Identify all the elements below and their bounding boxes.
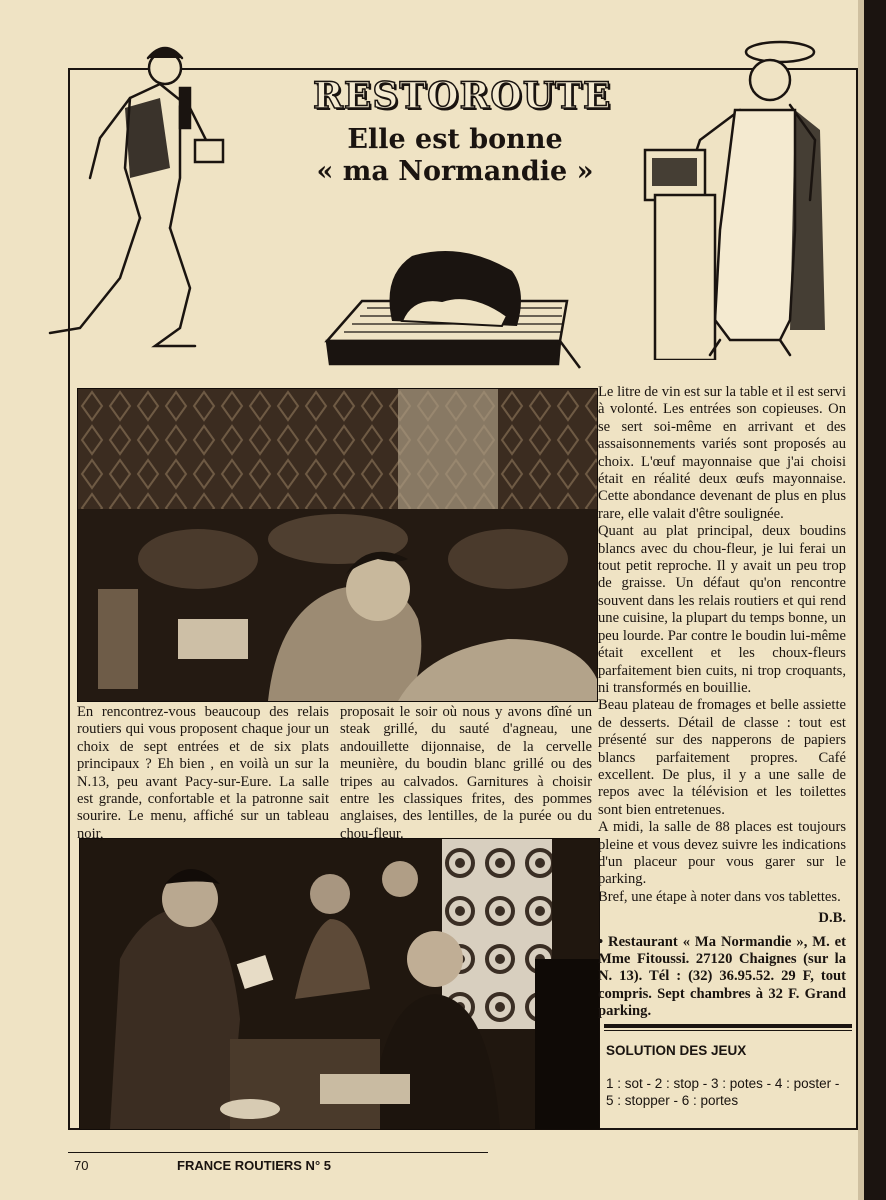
restaurant-address: • Restaurant « Ma Normandie », M. et Mme Fitoussi. 27120 Chaignes (sur la N. 13). Tél : (32) 36.95.52. 29 F, tout compris. Sept chambres à 32 F. Grand parking. [598,933,846,1020]
author-signature: D.B. [818,910,846,927]
paragraph-main-course: Quant au plat principal, deux boudins blancs avec du chou-fleur, je lui ferai un tout petit reproche. Il y avait un peu trop de graisse. Un défaut qu'on rencontre souvent dans les relais routiers et qui rend une cuisine, la plupart du temps bonne, un peu lourde. Par contre le boudin lui-même était excellent et les choux-fleurs parfaitement bien cuits, ni trop croquants, ni transformés en bouillie. [598,523,846,696]
reception-photo [79,838,600,1130]
headline-line-1: Elle est bonne [347,124,563,155]
reception-photo-image [80,839,599,1129]
paragraph-conclusion: Bref, une étape à noter dans vos tablettes. [598,888,841,905]
page-edge [864,0,886,1200]
dining-room-photo [77,388,598,702]
paragraph-parking: A midi, la salle de 88 places est toujours pleine et vous devez suivre les indications d'un placeur pour vous garer sur le parking. [598,819,846,888]
headline-line-2: « ma Normandie » [316,156,594,187]
man-with-bottle-illustration [30,28,230,360]
steak-on-grill-illustration [322,246,584,376]
article-column-left [77,704,329,843]
section-title: RESTOROUTE [313,75,612,117]
solution-title: SOLUTION DES JEUX [606,1043,747,1058]
paragraph-desserts: Beau plateau de fromages et belle assiette de desserts. Détail de classe : tout est présenté sur des napperons de papiers blancs parfaitement propres. Café excellent. De plus, il y a une salle de repos avec la télévision et les toilettes sont bien entretenues. [598,697,846,818]
page-number: 70 [74,1158,89,1173]
article-column-right [598,384,846,1021]
cook-illustration [640,30,830,360]
footer-rule [68,1152,488,1153]
paragraph-menu: proposait le soir où nous y avons dîné un steak grillé, du sauté d'agneau, une andouillette dijonnaise, de la cervelle meunière, du boudin blanc grillé ou des tripes au calvados. Garnitures à choisir entre les classiques frites, des pommes anglaises, des lentilles, de la purée ou du chou-fleur. [340,704,592,842]
dining-room-photo-image [78,389,597,701]
headline [280,124,630,188]
solution-text: 1 : sot - 2 : stop - 3 : potes - 4 : poster - 5 : stopper - 6 : portes [606,1076,840,1108]
article-column-middle [340,704,592,843]
solution-rule-top [604,1024,852,1028]
paragraph-wine: Le litre de vin est sur la table et il est servi à volonté. Les entrées son copieuses. On se sert soi-même en arrivant et des assaisonnements variés sont proposés au choix. L'œuf mayonnaise que j'ai choisi était en réalité deux œufs mayonnaise. Cette abondance devenant de plus en plus rare, elle valait d'être soulignée. [598,384,846,522]
paragraph-intro: En rencontrez-vous beaucoup des relais routiers qui vous proposent chaque jour un choix de sept entrées et de six plats principaux ? Eh bien , en voilà un sur la N.13, peu avant Pacy-sur-Eure. La salle est grande, confortable et la patronne sait sourire. Le menu, affiché sur un tableau noir, [77,704,329,842]
magazine-name: FRANCE ROUTIERS N° 5 [177,1158,331,1173]
solution-rule-thin [604,1030,852,1031]
